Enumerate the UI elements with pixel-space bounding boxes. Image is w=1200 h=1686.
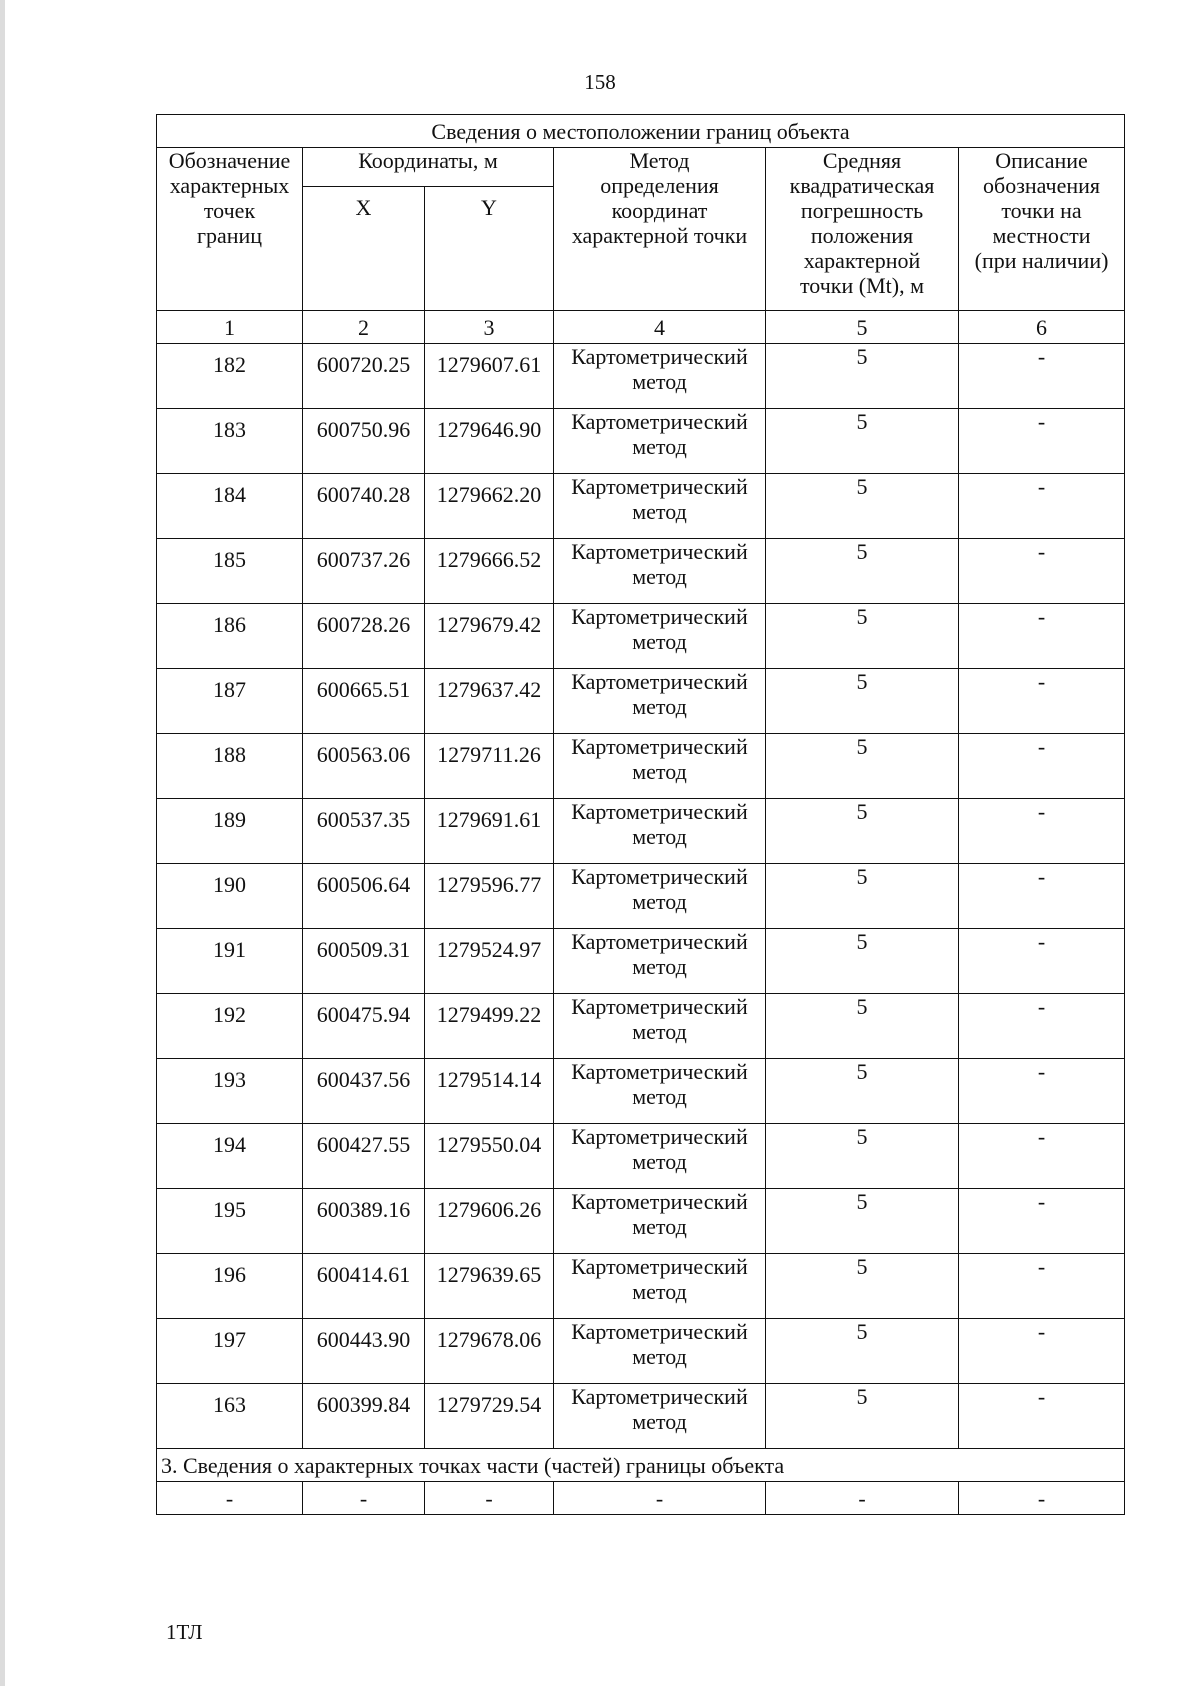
point-description: - xyxy=(959,1189,1125,1254)
column-number: 6 xyxy=(959,311,1125,344)
point-designation: 192 xyxy=(157,994,303,1059)
method-text-line: метод xyxy=(632,1279,687,1304)
coordinate-x: 600427.55 xyxy=(303,1124,425,1189)
column-number: 3 xyxy=(425,311,554,344)
coordinate-y: 1279524.97 xyxy=(425,929,554,994)
section-3-value: - xyxy=(766,1482,959,1515)
header-description xyxy=(959,148,1125,311)
method xyxy=(554,929,766,994)
table-row xyxy=(157,1384,1125,1449)
table-row xyxy=(157,539,1125,604)
section-3-title: 3. Сведения о характерных точках части (частей) границы объекта xyxy=(157,1449,1125,1482)
method xyxy=(554,409,766,474)
point-designation: 185 xyxy=(157,539,303,604)
coordinate-y: 1279666.52 xyxy=(425,539,554,604)
point-description: - xyxy=(959,1319,1125,1384)
coordinate-x: 600750.96 xyxy=(303,409,425,474)
point-designation: 187 xyxy=(157,669,303,734)
mean-square-error: 5 xyxy=(766,1319,959,1384)
method xyxy=(554,669,766,734)
table-row xyxy=(157,929,1125,994)
mean-square-error: 5 xyxy=(766,669,959,734)
table-row xyxy=(157,864,1125,929)
table-row xyxy=(157,669,1125,734)
table-row xyxy=(157,604,1125,669)
header-text-line: характерной точки xyxy=(571,223,748,248)
method xyxy=(554,799,766,864)
point-designation: 163 xyxy=(157,1384,303,1449)
section-3-value: - xyxy=(554,1482,766,1515)
table-row xyxy=(157,1189,1125,1254)
coordinate-x: 600399.84 xyxy=(303,1384,425,1449)
coordinate-x: 600414.61 xyxy=(303,1254,425,1319)
method-text-line: метод xyxy=(632,1149,687,1174)
method xyxy=(554,1124,766,1189)
method-text-line: Картометрический xyxy=(571,344,748,369)
point-designation: 191 xyxy=(157,929,303,994)
point-designation: 186 xyxy=(157,604,303,669)
header-text-line: определения xyxy=(600,173,719,198)
boundary-points-table xyxy=(156,114,1125,1515)
header-x: X xyxy=(303,187,425,311)
point-description: - xyxy=(959,799,1125,864)
method-text-line: Картометрический xyxy=(571,604,748,629)
coordinate-y: 1279639.65 xyxy=(425,1254,554,1319)
method-text-line: метод xyxy=(632,1409,687,1434)
method-text-line: Картометрический xyxy=(571,1254,748,1279)
point-description: - xyxy=(959,734,1125,799)
header-row-1 xyxy=(157,148,1125,187)
mean-square-error: 5 xyxy=(766,539,959,604)
mean-square-error: 5 xyxy=(766,1384,959,1449)
point-designation: 189 xyxy=(157,799,303,864)
method-text-line: метод xyxy=(632,824,687,849)
coordinate-y: 1279646.90 xyxy=(425,409,554,474)
header-text-line: характерных xyxy=(169,173,290,198)
method-text-line: Картометрический xyxy=(571,1189,748,1214)
point-description: - xyxy=(959,409,1125,474)
mean-square-error: 5 xyxy=(766,1124,959,1189)
section-3-value: - xyxy=(157,1482,303,1515)
point-description: - xyxy=(959,1059,1125,1124)
mean-square-error: 5 xyxy=(766,734,959,799)
coordinate-x: 600720.25 xyxy=(303,344,425,409)
method xyxy=(554,474,766,539)
section-3-values-row xyxy=(157,1482,1125,1515)
coordinate-x: 600506.64 xyxy=(303,864,425,929)
table-row xyxy=(157,1059,1125,1124)
header-text-line: точки (Mt), м xyxy=(799,273,925,298)
header-text-line: местности xyxy=(992,223,1091,248)
mean-square-error: 5 xyxy=(766,344,959,409)
coordinate-x: 600737.26 xyxy=(303,539,425,604)
header-text-line: точек xyxy=(203,198,256,223)
method-text-line: метод xyxy=(632,954,687,979)
point-description: - xyxy=(959,1124,1125,1189)
point-designation: 190 xyxy=(157,864,303,929)
header-text-line: характерной xyxy=(803,248,921,273)
coordinate-x: 600665.51 xyxy=(303,669,425,734)
point-description: - xyxy=(959,1254,1125,1319)
mean-square-error: 5 xyxy=(766,474,959,539)
mean-square-error: 5 xyxy=(766,1254,959,1319)
method-text-line: Картометрический xyxy=(571,474,748,499)
column-number: 4 xyxy=(554,311,766,344)
point-description: - xyxy=(959,864,1125,929)
point-description: - xyxy=(959,344,1125,409)
point-description: - xyxy=(959,994,1125,1059)
column-number-row xyxy=(157,311,1125,344)
method xyxy=(554,994,766,1059)
method-text-line: метод xyxy=(632,1344,687,1369)
method-text-line: метод xyxy=(632,1019,687,1044)
header-text-line: положения xyxy=(810,223,914,248)
method xyxy=(554,539,766,604)
coordinate-y: 1279637.42 xyxy=(425,669,554,734)
point-designation: 183 xyxy=(157,409,303,474)
column-number: 1 xyxy=(157,311,303,344)
method-text-line: метод xyxy=(632,889,687,914)
header-point-designation xyxy=(157,148,303,311)
mean-square-error: 5 xyxy=(766,604,959,669)
point-description: - xyxy=(959,604,1125,669)
column-number: 5 xyxy=(766,311,959,344)
coordinate-x: 600563.06 xyxy=(303,734,425,799)
coordinate-y: 1279691.61 xyxy=(425,799,554,864)
coordinate-y: 1279662.20 xyxy=(425,474,554,539)
header-text-line: границ xyxy=(196,223,263,248)
table-row xyxy=(157,799,1125,864)
header-text-line: точки на xyxy=(1001,198,1082,223)
method xyxy=(554,1384,766,1449)
method-text-line: метод xyxy=(632,434,687,459)
header-mean-square-error xyxy=(766,148,959,311)
point-designation: 195 xyxy=(157,1189,303,1254)
mean-square-error: 5 xyxy=(766,929,959,994)
coordinate-y: 1279596.77 xyxy=(425,864,554,929)
header-text-line: квадратическая xyxy=(789,173,935,198)
method-text-line: Картометрический xyxy=(571,1319,748,1344)
coordinate-x: 600740.28 xyxy=(303,474,425,539)
table-title: Сведения о местоположении границ объекта xyxy=(157,115,1125,148)
mean-square-error: 5 xyxy=(766,409,959,474)
header-method xyxy=(554,148,766,311)
section-3-value: - xyxy=(425,1482,554,1515)
coordinate-y: 1279607.61 xyxy=(425,344,554,409)
point-designation: 194 xyxy=(157,1124,303,1189)
table-row xyxy=(157,1254,1125,1319)
method-text-line: метод xyxy=(632,499,687,524)
point-description: - xyxy=(959,929,1125,994)
point-designation: 196 xyxy=(157,1254,303,1319)
header-text-line: Обозначение xyxy=(168,148,291,173)
coordinate-y: 1279711.26 xyxy=(425,734,554,799)
section-3-row xyxy=(157,1449,1125,1482)
header-text-line: Метод xyxy=(629,148,690,173)
method-text-line: Картометрический xyxy=(571,994,748,1019)
section-3-value: - xyxy=(303,1482,425,1515)
coordinate-x: 600475.94 xyxy=(303,994,425,1059)
header-text-line: погрешность xyxy=(800,198,924,223)
point-designation: 182 xyxy=(157,344,303,409)
method-text-line: метод xyxy=(632,564,687,589)
method-text-line: Картометрический xyxy=(571,539,748,564)
coordinate-y: 1279729.54 xyxy=(425,1384,554,1449)
section-3-value: - xyxy=(959,1482,1125,1515)
point-designation: 184 xyxy=(157,474,303,539)
point-description: - xyxy=(959,539,1125,604)
table-row xyxy=(157,1319,1125,1384)
coordinate-y: 1279679.42 xyxy=(425,604,554,669)
method-text-line: Картометрический xyxy=(571,864,748,889)
method xyxy=(554,1254,766,1319)
table-row xyxy=(157,994,1125,1059)
method-text-line: Картометрический xyxy=(571,409,748,434)
point-description: - xyxy=(959,669,1125,734)
footer-mark: 1ТЛ xyxy=(166,1620,203,1644)
method-text-line: Картометрический xyxy=(571,929,748,954)
mean-square-error: 5 xyxy=(766,799,959,864)
coordinate-y: 1279678.06 xyxy=(425,1319,554,1384)
method-text-line: метод xyxy=(632,1214,687,1239)
coordinate-y: 1279514.14 xyxy=(425,1059,554,1124)
table-row xyxy=(157,1124,1125,1189)
coordinate-x: 600509.31 xyxy=(303,929,425,994)
coordinate-x: 600537.35 xyxy=(303,799,425,864)
scan-edge xyxy=(0,0,5,1686)
method xyxy=(554,1059,766,1124)
coordinate-y: 1279550.04 xyxy=(425,1124,554,1189)
point-designation: 197 xyxy=(157,1319,303,1384)
point-designation: 193 xyxy=(157,1059,303,1124)
header-text-line: координат xyxy=(611,198,708,223)
method xyxy=(554,604,766,669)
method-text-line: метод xyxy=(632,369,687,394)
method-text-line: Картометрический xyxy=(571,669,748,694)
method xyxy=(554,1189,766,1254)
header-text-line: Описание xyxy=(995,148,1088,173)
method-text-line: метод xyxy=(632,1084,687,1109)
point-description: - xyxy=(959,1384,1125,1449)
point-designation: 188 xyxy=(157,734,303,799)
table-body xyxy=(157,115,1125,1515)
coordinate-x: 600437.56 xyxy=(303,1059,425,1124)
header-y: Y xyxy=(425,187,554,311)
header-text-line: обозначения xyxy=(983,173,1101,198)
table-row xyxy=(157,344,1125,409)
coordinate-x: 600389.16 xyxy=(303,1189,425,1254)
method xyxy=(554,1319,766,1384)
coordinate-x: 600443.90 xyxy=(303,1319,425,1384)
column-number: 2 xyxy=(303,311,425,344)
method-text-line: метод xyxy=(632,629,687,654)
title-row xyxy=(157,115,1125,148)
page-number: 158 xyxy=(584,70,616,94)
method-text-line: метод xyxy=(632,694,687,719)
header-coordinates: Координаты, м xyxy=(303,148,554,187)
method-text-line: Картометрический xyxy=(571,799,748,824)
method xyxy=(554,864,766,929)
method-text-line: метод xyxy=(632,759,687,784)
coordinate-y: 1279499.22 xyxy=(425,994,554,1059)
method xyxy=(554,734,766,799)
table-row xyxy=(157,409,1125,474)
coordinate-x: 600728.26 xyxy=(303,604,425,669)
method-text-line: Картометрический xyxy=(571,734,748,759)
table-row xyxy=(157,734,1125,799)
coordinate-y: 1279606.26 xyxy=(425,1189,554,1254)
mean-square-error: 5 xyxy=(766,1189,959,1254)
table-row xyxy=(157,474,1125,539)
method-text-line: Картометрический xyxy=(571,1059,748,1084)
mean-square-error: 5 xyxy=(766,1059,959,1124)
mean-square-error: 5 xyxy=(766,994,959,1059)
method xyxy=(554,344,766,409)
mean-square-error: 5 xyxy=(766,864,959,929)
method-text-line: Картометрический xyxy=(571,1124,748,1149)
header-text-line: Средняя xyxy=(822,148,902,173)
point-description: - xyxy=(959,474,1125,539)
header-text-line: (при наличии) xyxy=(974,248,1109,273)
method-text-line: Картометрический xyxy=(571,1384,748,1409)
